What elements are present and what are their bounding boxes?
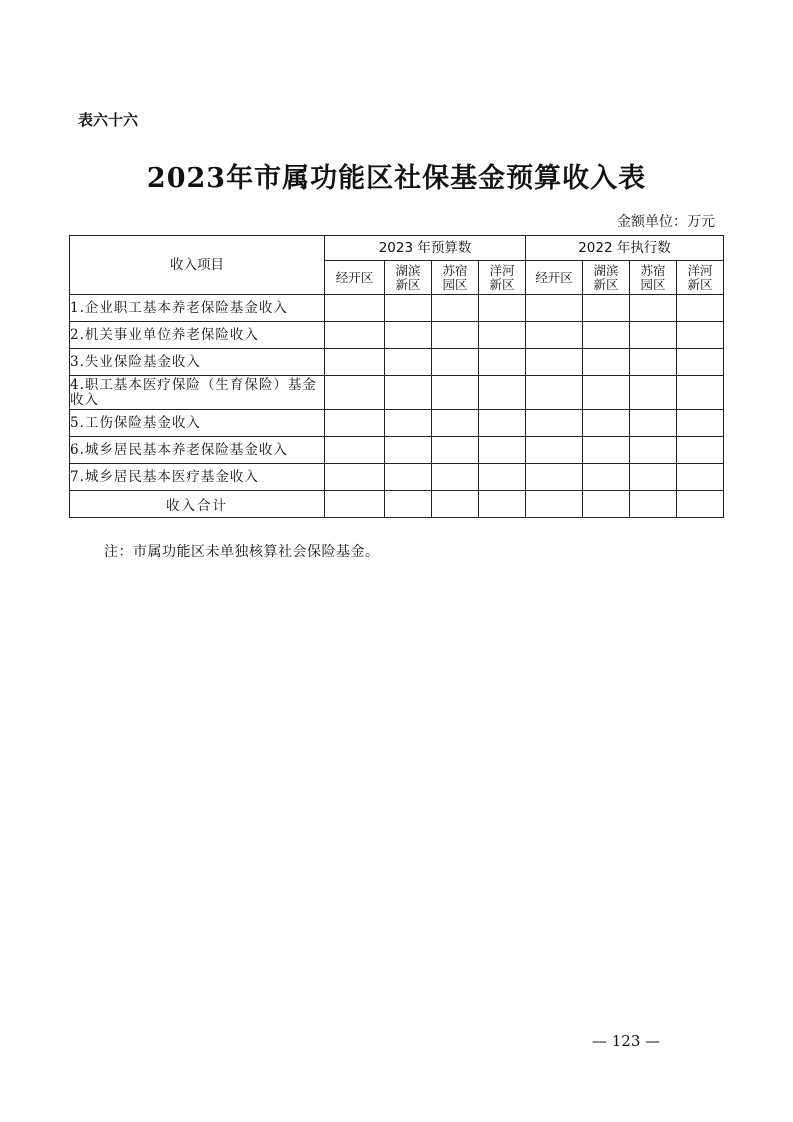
total-label: 收入合计 bbox=[70, 491, 325, 518]
table-row bbox=[70, 349, 724, 376]
sub-header: 洋河 新区 bbox=[677, 261, 724, 295]
document-title: 2023年市属功能区社保基金预算收入表 bbox=[146, 163, 647, 194]
revenue-table bbox=[69, 235, 724, 518]
sub-header: 湖滨 新区 bbox=[385, 261, 432, 295]
sub-header: 苏宿 园区 bbox=[432, 261, 479, 295]
table-row bbox=[70, 295, 724, 322]
table-row bbox=[70, 376, 724, 410]
row-label: 1.企业职工基本养老保险基金收入 bbox=[70, 295, 325, 322]
page-number: — 123 — bbox=[592, 1032, 661, 1050]
footnote: 注：市属功能区未单独核算社会保险基金。 bbox=[104, 544, 380, 560]
group-header-2023-budget: 2023 年预算数 bbox=[325, 236, 526, 261]
item-column-header: 收入项目 bbox=[70, 236, 325, 295]
row-label: 4.职工基本医疗保险（生育保险）基金收入 bbox=[70, 376, 325, 410]
amount-unit-label: 金额单位：万元 bbox=[617, 214, 715, 230]
table-number-label: 表六十六 bbox=[78, 111, 139, 129]
sub-header: 湖滨 新区 bbox=[583, 261, 630, 295]
row-label: 2.机关事业单位养老保险收入 bbox=[70, 322, 325, 349]
table-row bbox=[70, 437, 724, 464]
group-header-2022-actual: 2022 年执行数 bbox=[526, 236, 724, 261]
row-label: 5.工伤保险基金收入 bbox=[70, 410, 325, 437]
row-label: 3.失业保险基金收入 bbox=[70, 349, 325, 376]
sub-header: 苏宿 园区 bbox=[630, 261, 677, 295]
row-label: 6.城乡居民基本养老保险基金收入 bbox=[70, 437, 325, 464]
total-row bbox=[70, 491, 724, 518]
sub-header: 经开区 bbox=[526, 261, 583, 295]
table-row bbox=[70, 410, 724, 437]
table-row bbox=[70, 322, 724, 349]
row-label: 7.城乡居民基本医疗基金收入 bbox=[70, 464, 325, 491]
sub-header: 经开区 bbox=[325, 261, 385, 295]
sub-header: 洋河 新区 bbox=[479, 261, 526, 295]
table-row bbox=[70, 464, 724, 491]
